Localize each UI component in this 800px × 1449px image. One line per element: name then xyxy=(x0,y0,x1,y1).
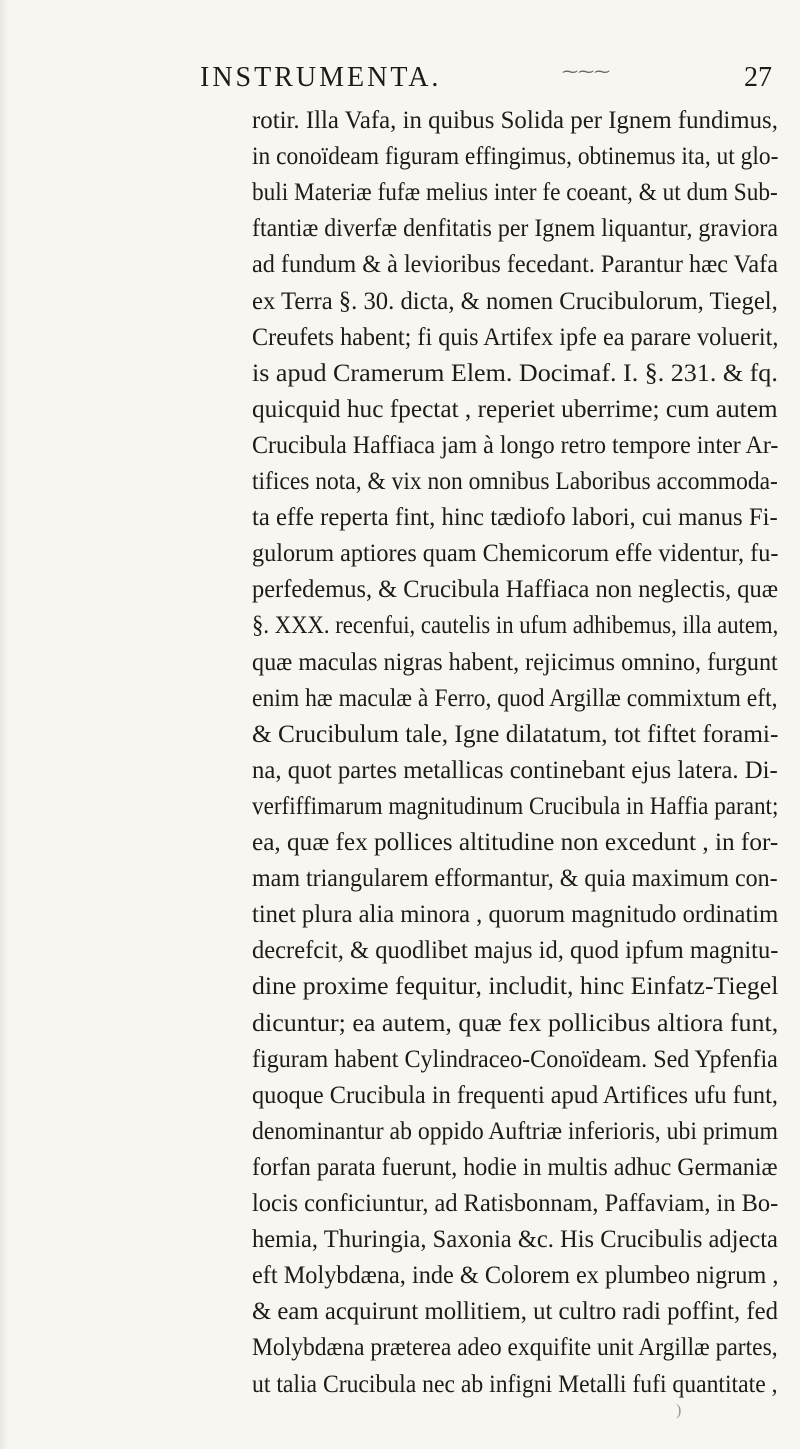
text-line: ad fundum & à levioribus fecedant. Parantur hæc Vafa xyxy=(252,249,778,279)
page-number: 27 xyxy=(744,62,772,93)
text-line: rotir. Illa Vafa, in quibus Solida per Ignem fundimus, xyxy=(252,105,778,134)
text-line: perfedemus, & Crucibula Haffiaca non neglectis, quæ xyxy=(252,574,779,604)
running-head-title: INSTRUMENTA. xyxy=(200,62,442,93)
text-line: buli Materiæ fufæ melius inter fe coeant, & ut dum Sub- xyxy=(252,177,778,207)
text-line: mam triangularem efformantur, & quia maximum con- xyxy=(252,863,778,893)
text-line: Creufets habent; fi quis Artifex ipfe ea parare voluerit, xyxy=(252,321,779,351)
text-line: is apud Cramerum Elem. Docimaf. I. §. 231. & fq. xyxy=(252,357,778,387)
text-line: & eam acquirunt mollitiem, ut cultro radi poffint, fed xyxy=(252,1296,778,1326)
text-line: tinet plura alia minora , quorum magnitudo ordinatim xyxy=(252,899,779,929)
text-line: locis conficiuntur, ad Ratisbonnam, Paffaviam, in Bo- xyxy=(252,1188,779,1217)
text-line: hemia, Thuringia, Saxonia &c. His Crucibulis adjecta xyxy=(252,1224,778,1254)
footer-mark: ) xyxy=(676,1402,682,1419)
text-line: forfan parata fuerunt, hodie in multis adhuc Germaniæ xyxy=(252,1151,778,1181)
running-head xyxy=(0,62,800,102)
text-line: Molybdæna præterea adeo exquifite unit Argillæ partes, xyxy=(252,1332,778,1362)
text-line: & Crucibulum tale, Igne dilatatum, tot fiftet forami- xyxy=(252,718,779,748)
text-line: quicquid huc fpectat , reperiet uberrime; cum autem xyxy=(252,393,778,423)
text-line: ut talia Crucibula nec ab infigni Metalli fufi quantitate , xyxy=(252,1368,778,1398)
text-line: gulorum aptiores quam Chemicorum effe videntur, fu- xyxy=(252,538,779,568)
text-line: §. XXX. recenfui, cautelis in ufum adhibemus, illa autem, xyxy=(252,610,779,640)
text-line: quæ maculas nigras habent, rejicimus omnino, furgunt xyxy=(252,646,778,676)
text-line: quoque Crucibula in frequenti apud Artifices ufu funt, xyxy=(252,1079,778,1109)
text-line: dine proxime fequitur, includit, hinc Einfatz-Tiegel xyxy=(252,971,779,1001)
text-line: ex Terra §. 30. dicta, & nomen Crucibulorum, Tiegel, xyxy=(252,285,778,315)
text-line: figuram habent Cylindraceo-Conoïdeam. Sed Ypfenfia xyxy=(252,1043,778,1073)
text-line: Crucibula Haffiaca jam à longo retro tempore inter Ar- xyxy=(252,429,779,459)
text-line: ea, quæ fex pollices altitudine non excedunt , in for- xyxy=(252,827,779,856)
text-line: denominantur ab oppido Auftriæ inferioris, ubi primum xyxy=(252,1115,778,1145)
text-line: na, quot partes metallicas continebant ejus latera. Di- xyxy=(252,754,778,784)
text-line: in conoïdeam figuram effingimus, obtinemus ita, ut glo- xyxy=(252,141,779,171)
text-line: eft Molybdæna, inde & Colorem ex plumbeo nigrum , xyxy=(252,1260,779,1290)
text-line: enim hæ maculæ à Ferro, quod Argillæ commixtum eft, xyxy=(252,682,778,712)
text-line: tifices nota, & vix non omnibus Laboribus accommoda- xyxy=(252,466,778,495)
text-line: ta effe reperta fint, hinc tædiofo labori, cui manus Fi- xyxy=(252,502,778,532)
text-line: decrefcit, & quodlibet majus id, quod ipfum magnitu- xyxy=(252,935,779,965)
text-line: ftantiæ diverfæ denfitatis per Ignem liquantur, graviora xyxy=(252,213,778,243)
running-head-ornament: ⁓⁓⁓ xyxy=(562,64,610,81)
page-edge-shadow xyxy=(0,0,8,1449)
text-line: verfiffimarum magnitudinum Crucibula in Haffia parant; xyxy=(252,790,779,820)
text-line: dicuntur; ea autem, quæ fex pollicibus altiora funt, xyxy=(252,1007,779,1037)
